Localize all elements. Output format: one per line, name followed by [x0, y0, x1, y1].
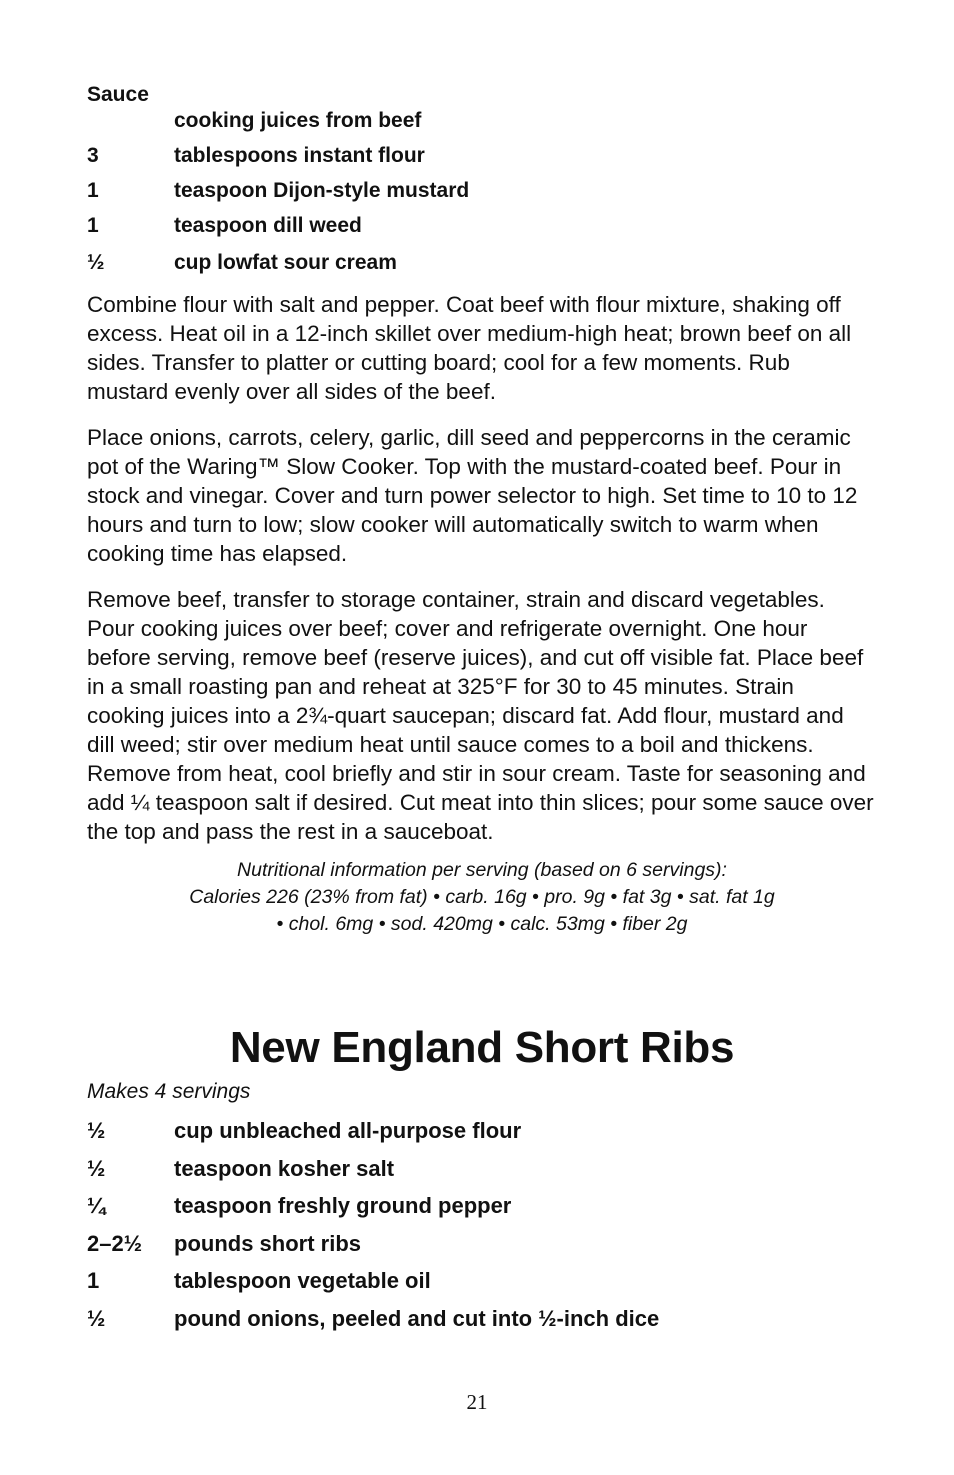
ingredient-qty: ¼	[87, 1193, 106, 1218]
ingredient-qty: 2–2½	[87, 1230, 143, 1256]
ingredient-row	[87, 213, 877, 239]
servings-text: Makes 4 servings	[87, 1080, 251, 1103]
ingredient-desc: cooking juices from beef	[174, 109, 422, 132]
ingredient-row	[87, 143, 877, 169]
ingredient-qty: ½	[87, 1155, 106, 1181]
nutrition-line: Calories 226 (23% from fat) • carb. 16g • pro. 9g • fat 3g • sat. fat 1g	[189, 886, 775, 908]
instruction-paragraph: Place onions, carrots, celery, garlic, dill seed and peppercorns in the ceramic pot of the Waring™ Slow Cooker. Top with the mustard-coated beef. Pour in stock and vinegar. Cover and turn power selector to high. Set time to 10 to 12 hours and turn to low; slow cooker will automatically switch to warm when cooking time has elapsed.	[87, 425, 858, 566]
ingredient-row	[87, 178, 877, 204]
ingredient-row	[87, 1267, 877, 1294]
page-number: 21	[466, 1390, 488, 1414]
ingredient-row	[87, 1230, 877, 1257]
ingredient-desc: teaspoon dill weed	[174, 214, 362, 237]
ingredient-desc: cup lowfat sour cream	[174, 251, 397, 274]
ingredient-qty: ½	[87, 251, 105, 274]
ingredient-desc: pounds short ribs	[174, 1230, 361, 1256]
ingredient-row	[87, 1155, 877, 1182]
sauce-ingredient-list	[87, 108, 877, 276]
ingredient-desc: teaspoon Dijon-style mustard	[174, 179, 470, 202]
nutrition-info	[87, 857, 877, 938]
ingredient-qty: 1	[87, 1268, 100, 1293]
ingredient-desc: pound onions, peeled and cut into ½-inch dice	[174, 1305, 660, 1331]
ingredient-row	[87, 1117, 877, 1144]
sauce-heading: Sauce	[87, 83, 149, 106]
instruction-paragraph: Remove beef, transfer to storage container, strain and discard vegetables. Pour cooking juices over beef; cover and refrigerate overnight. One hour before serving, remove beef (reserve juices), and cut off visible fat. Place beef in a small roasting pan and reheat at 325°F for 30 to 45 minutes. Strain cooking juices into a 2¾-quart saucepan; discard fat. Add flour, mustard and dill weed; stir over medium heat until sauce comes to a boil and thickens. Remove from heat, cool briefly and stir in sour cream. Taste for seasoning and add ¼ teaspoon salt if desired. Cut meat into thin slices; pour some sauce over the top and pass the rest in a sauceboat.	[87, 587, 874, 844]
ingredient-desc: cup unbleached all-purpose flour	[174, 1118, 522, 1143]
recipe-ingredient-list	[87, 1117, 877, 1332]
ingredient-qty: 1	[87, 214, 99, 237]
ingredient-qty: 3	[87, 144, 99, 167]
recipe-title: New England Short Ribs	[229, 1023, 735, 1072]
ingredient-qty: ½	[87, 1118, 106, 1143]
ingredient-desc: tablespoon vegetable oil	[174, 1268, 431, 1293]
ingredient-row	[87, 1305, 877, 1332]
ingredient-desc: tablespoons instant flour	[174, 144, 425, 167]
ingredient-row	[87, 250, 877, 276]
nutrition-line: • chol. 6mg • sod. 420mg • calc. 53mg • fiber 2g	[276, 913, 688, 935]
ingredient-row	[87, 108, 877, 134]
ingredient-desc: teaspoon freshly ground pepper	[174, 1193, 512, 1218]
ingredient-qty	[87, 108, 174, 134]
recipe-page	[87, 82, 877, 1342]
ingredient-qty: ½	[87, 1305, 106, 1331]
ingredient-qty: 1	[87, 179, 99, 202]
nutrition-line: Nutritional information per serving (based on 6 servings):	[237, 859, 727, 881]
instruction-paragraph: Combine flour with salt and pepper. Coat beef with flour mixture, shaking off excess. Heat oil in a 12-inch skillet over medium-high heat; brown beef on all sides. Transfer to platter or cutting board; cool for a few moments. Rub mustard evenly over all sides of the beef.	[87, 292, 852, 404]
ingredient-desc: teaspoon kosher salt	[174, 1155, 395, 1181]
ingredient-row	[87, 1192, 877, 1219]
